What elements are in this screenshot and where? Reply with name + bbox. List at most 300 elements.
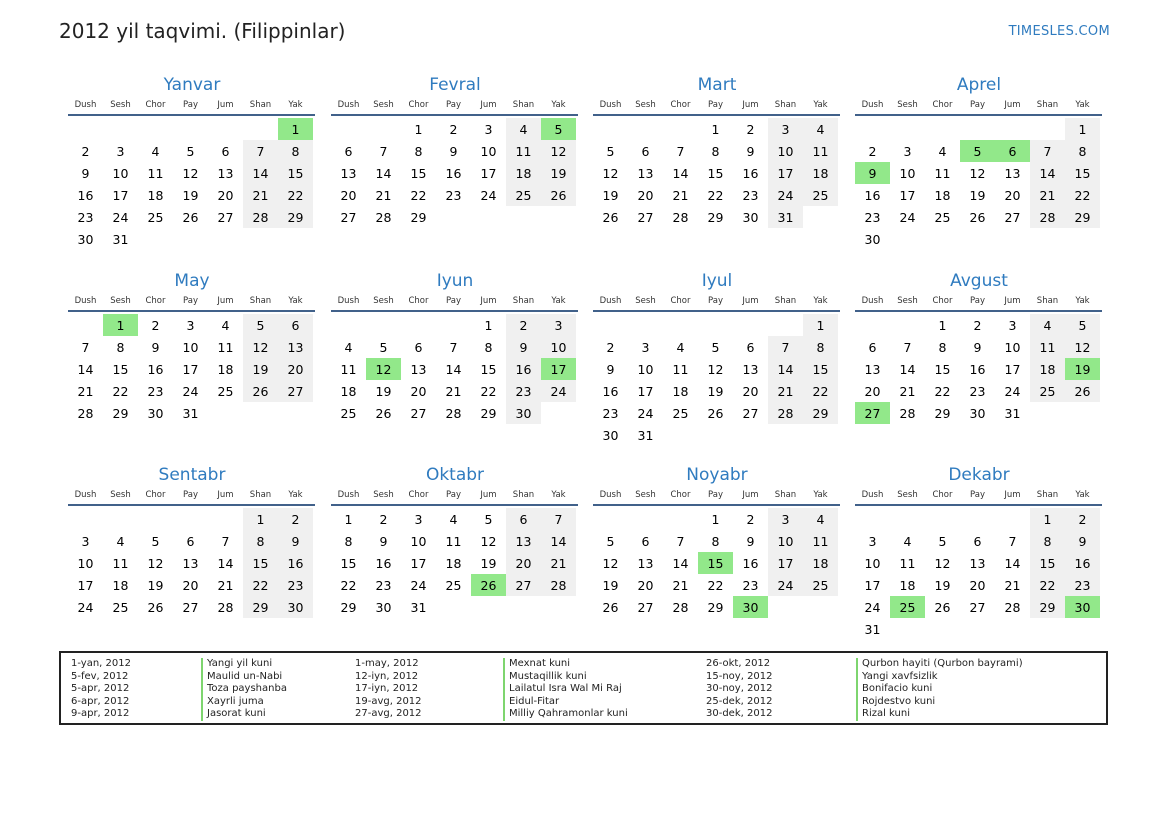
day-cell: 18: [506, 162, 541, 184]
day-cell: 30: [864, 231, 881, 247]
day-cell: 11: [445, 533, 462, 549]
legend-dates: [355, 658, 422, 721]
empty-cell: [628, 118, 663, 140]
day-cell: 21: [217, 577, 234, 593]
weekday-label: Sesh: [635, 100, 656, 110]
day-cell: 6: [641, 143, 650, 159]
day-cell: 14: [768, 358, 803, 380]
empty-cell: [68, 508, 103, 530]
day-cell: 2: [506, 314, 541, 336]
weekday-header: [68, 292, 315, 312]
month-name: Noyabr: [686, 465, 748, 485]
weekday-header: [593, 292, 840, 312]
day-grid: [331, 314, 578, 424]
day-cell: 7: [541, 508, 576, 530]
day-cell: 2: [278, 508, 313, 530]
day-cell: 1: [1030, 508, 1065, 530]
weekday-label: Yak: [813, 490, 828, 500]
legend-dates: [706, 658, 773, 721]
day-cell: 4: [676, 339, 685, 355]
day-cell: 3: [1008, 317, 1017, 333]
legend-holiday-name: Yangi xavfsizlik: [856, 671, 1023, 684]
empty-cell: [331, 118, 366, 140]
day-cell: 22: [934, 383, 951, 399]
legend-date: 30-noy, 2012: [706, 683, 773, 695]
day-cell: 29: [707, 209, 724, 225]
weekday-label: Dush: [861, 490, 884, 500]
day-grid: [593, 118, 840, 228]
empty-cell: [663, 508, 698, 530]
day-cell: 26: [934, 599, 951, 615]
day-cell: 26: [243, 380, 278, 402]
day-cell: 7: [903, 339, 912, 355]
day-cell: 13: [182, 555, 199, 571]
weekday-label: Yak: [288, 100, 303, 110]
day-cell: 2: [379, 511, 388, 527]
day-cell: 23: [742, 187, 759, 203]
day-cell: 14: [1030, 162, 1065, 184]
day-cell: 21: [243, 184, 278, 206]
day-grid: [855, 118, 1102, 250]
day-cell: 24: [768, 574, 803, 596]
empty-cell: [593, 118, 628, 140]
day-cell: 7: [221, 533, 230, 549]
day-cell: 6: [221, 143, 230, 159]
day-cell: 28: [445, 405, 462, 421]
day-cell: 22: [803, 380, 838, 402]
day-cell: 18: [803, 162, 838, 184]
day-cell: 19: [182, 187, 199, 203]
weekday-label: Chor: [670, 490, 691, 500]
weekday-label: Shan: [249, 296, 272, 306]
day-cell: 26: [969, 209, 986, 225]
weekday-label: Dush: [599, 100, 622, 110]
month-name: Sentabr: [158, 465, 226, 485]
day-cell: 6: [746, 339, 755, 355]
day-cell: 9: [151, 339, 160, 355]
day-cell: 20: [410, 383, 427, 399]
day-cell: 28: [541, 574, 576, 596]
day-cell: 18: [934, 187, 951, 203]
weekday-label: Sesh: [897, 100, 918, 110]
day-cell: 12: [1065, 336, 1100, 358]
day-cell: 11: [934, 165, 951, 181]
day-cell: 2: [151, 317, 160, 333]
weekday-label: Sesh: [373, 100, 394, 110]
day-cell: 1: [938, 317, 947, 333]
day-cell: 26: [541, 184, 576, 206]
holiday-day: 5: [541, 118, 576, 140]
day-cell: 16: [742, 165, 759, 181]
day-cell: 16: [864, 187, 881, 203]
weekday-label: Shan: [1036, 100, 1059, 110]
empty-cell: [663, 118, 698, 140]
day-cell: 13: [278, 336, 313, 358]
day-cell: 27: [637, 599, 654, 615]
legend-holiday-name: Xayrli juma: [201, 696, 287, 709]
weekday-header: [593, 96, 840, 116]
day-cell: 11: [147, 165, 164, 181]
day-cell: 28: [243, 206, 278, 228]
day-cell: 24: [768, 184, 803, 206]
legend-holiday-name: Yangi yil kuni: [201, 658, 287, 671]
weekday-label: Pay: [183, 100, 198, 110]
day-cell: 27: [1004, 209, 1021, 225]
day-cell: 20: [637, 187, 654, 203]
empty-cell: [243, 118, 278, 140]
day-cell: 18: [1030, 358, 1065, 380]
day-cell: 10: [410, 533, 427, 549]
weekday-label: Yak: [813, 100, 828, 110]
day-cell: 2: [606, 339, 615, 355]
day-cell: 26: [147, 599, 164, 615]
day-cell: 24: [410, 577, 427, 593]
weekday-label: Dush: [861, 296, 884, 306]
day-cell: 12: [969, 165, 986, 181]
holiday-day: 6: [995, 140, 1030, 162]
day-cell: 16: [969, 361, 986, 377]
legend-holiday-name: Bonifacio kuni: [856, 683, 1023, 696]
day-cell: 10: [899, 165, 916, 181]
day-cell: 3: [116, 143, 125, 159]
day-cell: 17: [768, 162, 803, 184]
day-cell: 4: [1030, 314, 1065, 336]
day-cell: 29: [1065, 206, 1100, 228]
day-cell: 8: [484, 339, 493, 355]
day-cell: 15: [803, 358, 838, 380]
day-cell: 13: [217, 165, 234, 181]
day-cell: 22: [1065, 184, 1100, 206]
weekday-label: Dush: [861, 100, 884, 110]
day-cell: 11: [506, 140, 541, 162]
day-cell: 31: [864, 621, 881, 637]
day-cell: 8: [243, 530, 278, 552]
day-cell: 18: [803, 552, 838, 574]
day-cell: 16: [506, 358, 541, 380]
day-cell: 20: [217, 187, 234, 203]
day-cell: 24: [1004, 383, 1021, 399]
empty-cell: [925, 508, 960, 530]
day-cell: 15: [480, 361, 497, 377]
weekday-label: Pay: [970, 100, 985, 110]
day-cell: 28: [1030, 206, 1065, 228]
weekday-label: Pay: [708, 100, 723, 110]
day-cell: 4: [803, 118, 838, 140]
day-cell: 27: [506, 574, 541, 596]
day-cell: 21: [77, 383, 94, 399]
day-cell: 2: [868, 143, 877, 159]
day-cell: 23: [77, 209, 94, 225]
day-cell: 22: [707, 577, 724, 593]
day-cell: 2: [449, 121, 458, 137]
legend-names: [503, 658, 628, 721]
weekday-label: Pay: [970, 296, 985, 306]
weekday-label: Shan: [774, 296, 797, 306]
holiday-day: 1: [103, 314, 138, 336]
weekday-label: Jum: [742, 296, 759, 306]
day-cell: 24: [899, 209, 916, 225]
weekday-label: Chor: [932, 296, 953, 306]
day-cell: 24: [77, 599, 94, 615]
day-cell: 26: [602, 599, 619, 615]
legend-holiday-name: Milliy Qahramonlar kuni: [503, 708, 628, 721]
day-cell: 5: [1065, 314, 1100, 336]
weekday-label: Jum: [217, 490, 234, 500]
day-cell: 30: [77, 231, 94, 247]
month-iyun: [332, 270, 578, 424]
day-cell: 7: [676, 143, 685, 159]
holiday-day: 30: [733, 596, 768, 618]
day-cell: 21: [445, 383, 462, 399]
day-cell: 18: [340, 383, 357, 399]
day-cell: 27: [410, 405, 427, 421]
day-cell: 14: [541, 530, 576, 552]
day-cell: 29: [934, 405, 951, 421]
day-cell: 8: [344, 533, 353, 549]
day-cell: 2: [746, 511, 755, 527]
day-cell: 21: [375, 187, 392, 203]
day-cell: 7: [676, 533, 685, 549]
weekday-label: Jum: [217, 100, 234, 110]
empty-cell: [103, 508, 138, 530]
month-name: Avgust: [950, 271, 1008, 291]
day-cell: 15: [112, 361, 129, 377]
day-cell: 27: [637, 209, 654, 225]
weekday-label: Jum: [480, 490, 497, 500]
day-cell: 25: [217, 383, 234, 399]
day-cell: 7: [81, 339, 90, 355]
day-cell: 4: [803, 508, 838, 530]
month-iyul: [594, 270, 840, 446]
day-cell: 22: [1030, 574, 1065, 596]
weekday-header: [331, 486, 578, 506]
weekday-header: [855, 96, 1102, 116]
day-cell: 13: [637, 555, 654, 571]
day-grid: [593, 314, 840, 446]
empty-cell: [173, 118, 208, 140]
day-cell: 28: [375, 209, 392, 225]
day-cell: 3: [81, 533, 90, 549]
day-cell: 30: [278, 596, 313, 618]
empty-cell: [138, 118, 173, 140]
day-cell: 5: [711, 339, 720, 355]
month-name: Mart: [697, 75, 737, 95]
empty-cell: [855, 314, 890, 336]
day-cell: 24: [637, 405, 654, 421]
empty-cell: [331, 314, 366, 336]
weekday-label: Dush: [337, 296, 360, 306]
holiday-day: 26: [471, 574, 506, 596]
legend-holiday-name: Toza payshanba: [201, 683, 287, 696]
day-cell: 16: [375, 555, 392, 571]
day-cell: 20: [969, 577, 986, 593]
day-cell: 16: [147, 361, 164, 377]
day-cell: 20: [182, 577, 199, 593]
empty-cell: [855, 508, 890, 530]
empty-cell: [890, 508, 925, 530]
weekday-label: Pay: [446, 490, 461, 500]
day-cell: 22: [707, 187, 724, 203]
month-aprel: [856, 74, 1102, 250]
day-cell: 11: [340, 361, 357, 377]
day-grid: [68, 314, 315, 424]
day-cell: 22: [243, 574, 278, 596]
day-cell: 2: [1065, 508, 1100, 530]
day-cell: 23: [602, 405, 619, 421]
day-cell: 13: [1004, 165, 1021, 181]
empty-cell: [960, 118, 995, 140]
day-cell: 6: [641, 533, 650, 549]
day-cell: 23: [278, 574, 313, 596]
day-cell: 14: [672, 165, 689, 181]
day-cell: 20: [1004, 187, 1021, 203]
empty-cell: [995, 118, 1030, 140]
day-cell: 18: [445, 555, 462, 571]
day-cell: 15: [1065, 162, 1100, 184]
weekday-label: Chor: [145, 100, 166, 110]
month-name: Yanvar: [163, 75, 221, 95]
day-cell: 22: [278, 184, 313, 206]
day-cell: 7: [379, 143, 388, 159]
legend-date: 27-avg, 2012: [355, 708, 422, 720]
weekday-label: Chor: [670, 100, 691, 110]
day-cell: 4: [116, 533, 125, 549]
month-sentabr: [69, 464, 315, 618]
month-name: Oktabr: [425, 465, 485, 485]
empty-cell: [208, 508, 243, 530]
empty-cell: [366, 314, 401, 336]
day-cell: 20: [637, 577, 654, 593]
day-cell: 30: [147, 405, 164, 421]
day-cell: 11: [672, 361, 689, 377]
day-cell: 23: [375, 577, 392, 593]
legend-date: 25-dek, 2012: [706, 695, 773, 707]
day-cell: 10: [768, 530, 803, 552]
day-cell: 24: [480, 187, 497, 203]
empty-cell: [593, 314, 628, 336]
day-cell: 28: [672, 599, 689, 615]
weekday-label: Yak: [1075, 100, 1090, 110]
holiday-day: 9: [855, 162, 890, 184]
day-cell: 4: [449, 511, 458, 527]
day-cell: 29: [278, 206, 313, 228]
weekday-header: [68, 96, 315, 116]
month-oktabr: [332, 464, 578, 618]
day-cell: 28: [1004, 599, 1021, 615]
day-cell: 11: [899, 555, 916, 571]
day-cell: 28: [77, 405, 94, 421]
day-cell: 11: [112, 555, 129, 571]
weekday-label: Yak: [288, 296, 303, 306]
month-fevral: [332, 74, 578, 228]
day-cell: 21: [899, 383, 916, 399]
day-cell: 17: [899, 187, 916, 203]
day-cell: 14: [672, 555, 689, 571]
day-cell: 3: [768, 508, 803, 530]
day-cell: 26: [375, 405, 392, 421]
day-cell: 3: [641, 339, 650, 355]
empty-cell: [68, 314, 103, 336]
weekday-label: Chor: [145, 296, 166, 306]
day-cell: 25: [506, 184, 541, 206]
day-cell: 5: [243, 314, 278, 336]
empty-cell: [925, 118, 960, 140]
day-cell: 27: [217, 209, 234, 225]
weekday-label: Pay: [183, 296, 198, 306]
empty-cell: [366, 118, 401, 140]
day-cell: 14: [899, 361, 916, 377]
day-cell: 3: [414, 511, 423, 527]
day-cell: 25: [112, 599, 129, 615]
month-yanvar: [69, 74, 315, 250]
day-cell: 31: [1004, 405, 1021, 421]
weekday-label: Jum: [1004, 296, 1021, 306]
day-cell: 3: [484, 121, 493, 137]
day-cell: 19: [541, 162, 576, 184]
weekday-label: Shan: [249, 490, 272, 500]
day-cell: 3: [768, 118, 803, 140]
legend-date: 5-apr, 2012: [71, 683, 130, 695]
day-cell: 25: [934, 209, 951, 225]
day-grid: [68, 118, 315, 250]
day-cell: 14: [445, 361, 462, 377]
day-cell: 30: [375, 599, 392, 615]
weekday-label: Chor: [145, 490, 166, 500]
weekday-label: Shan: [774, 100, 797, 110]
legend-date: 12-iyn, 2012: [355, 670, 419, 682]
day-cell: 12: [934, 555, 951, 571]
day-cell: 19: [934, 577, 951, 593]
day-cell: 27: [340, 209, 357, 225]
day-cell: 1: [711, 511, 720, 527]
day-grid: [855, 508, 1102, 640]
weekday-label: Sesh: [897, 296, 918, 306]
day-cell: 20: [742, 383, 759, 399]
day-cell: 13: [864, 361, 881, 377]
day-cell: 12: [541, 140, 576, 162]
month-name: Iyul: [701, 271, 733, 291]
day-cell: 8: [1065, 140, 1100, 162]
day-cell: 9: [449, 143, 458, 159]
weekday-label: Sesh: [635, 296, 656, 306]
empty-cell: [208, 118, 243, 140]
day-cell: 22: [340, 577, 357, 593]
weekday-label: Chor: [932, 100, 953, 110]
legend-holiday-name: Mustaqillik kuni: [503, 671, 628, 684]
day-cell: 12: [243, 336, 278, 358]
weekday-label: Yak: [1075, 490, 1090, 500]
day-cell: 3: [541, 314, 576, 336]
day-cell: 27: [969, 599, 986, 615]
day-cell: 20: [506, 552, 541, 574]
day-cell: 30: [742, 209, 759, 225]
empty-cell: [173, 508, 208, 530]
day-grid: [855, 314, 1102, 424]
day-cell: 15: [278, 162, 313, 184]
legend-names: [201, 658, 287, 721]
legend-holiday-name: Jasorat kuni: [201, 708, 287, 721]
day-cell: 8: [1030, 530, 1065, 552]
legend-date: 6-apr, 2012: [71, 695, 130, 707]
empty-cell: [103, 118, 138, 140]
weekday-label: Chor: [408, 490, 429, 500]
day-cell: 20: [864, 383, 881, 399]
weekday-label: Yak: [551, 490, 566, 500]
day-cell: 4: [151, 143, 160, 159]
day-cell: 25: [672, 405, 689, 421]
site-link[interactable]: TIMESLES.COM: [1008, 24, 1110, 39]
day-cell: 31: [768, 206, 803, 228]
